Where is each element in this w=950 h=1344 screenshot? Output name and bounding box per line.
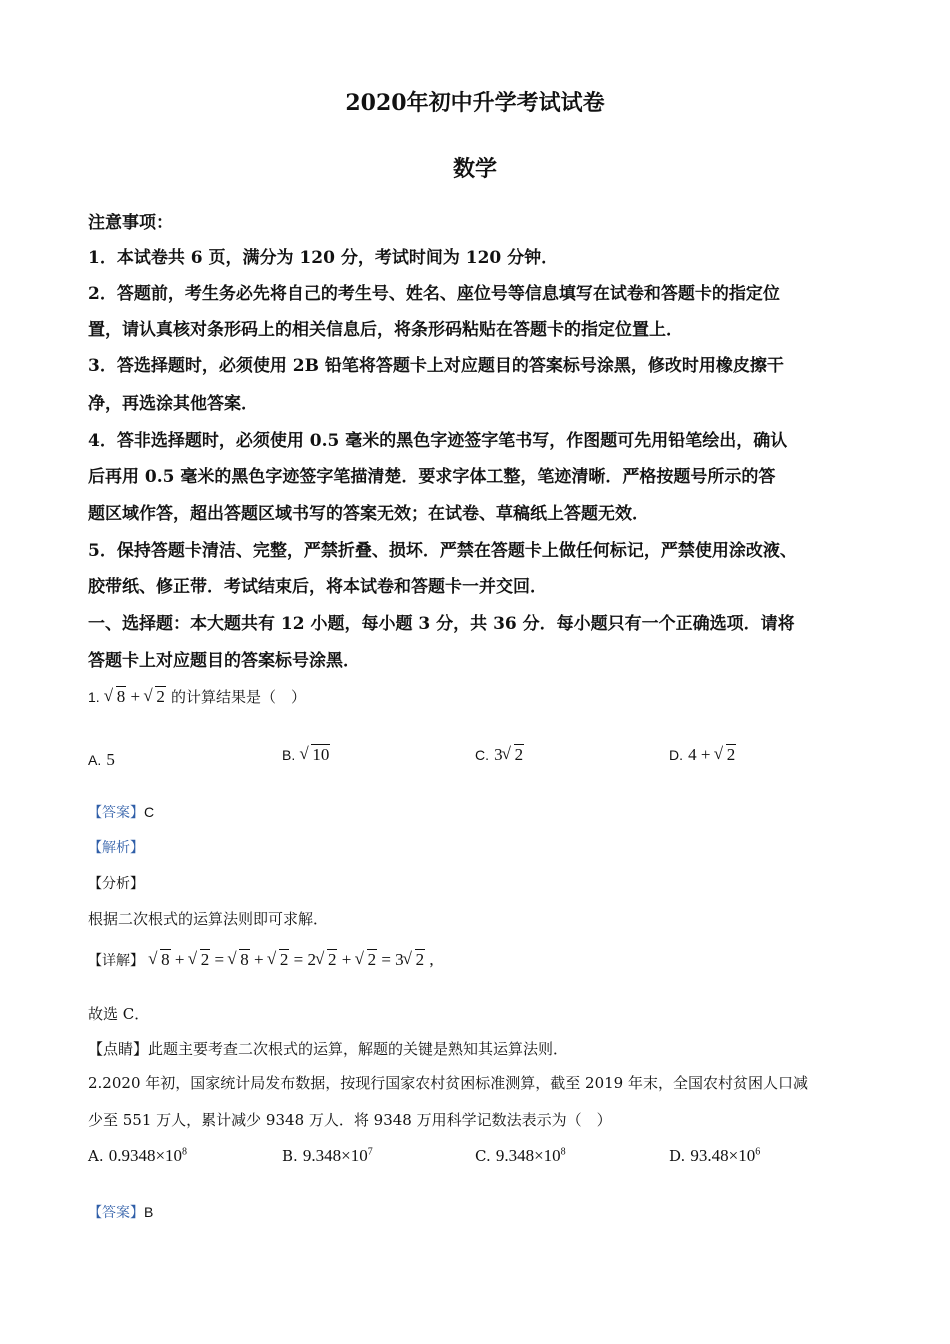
fenxi-text: 根据二次根式的运算法则即可求解． bbox=[88, 910, 329, 928]
mantissa: 93.48 bbox=[690, 1146, 729, 1165]
mantissa: 9.348 bbox=[302, 1146, 342, 1165]
exponent: 7 bbox=[367, 1146, 373, 1158]
section-heading-cont: 答题卡上对应题目的答案标号涂黑． bbox=[88, 651, 360, 671]
answer-tag: 【答案】 bbox=[88, 1204, 144, 1220]
option-label: B. bbox=[282, 747, 296, 763]
notice-line: 3．答选择题时，必须使用 2B 铅笔将答题卡上对应题目的答案标号涂黑，修改时用橡皮擦干 bbox=[88, 356, 784, 376]
mantissa: 9.348 bbox=[495, 1146, 535, 1165]
option-label: C. bbox=[475, 1147, 491, 1165]
comment-tag: 【点睛】 bbox=[88, 1040, 149, 1058]
comment-text: 此题主要考查二次根式的运算，解题的关键是熟知其运算法则． bbox=[148, 1040, 569, 1058]
question-number: 1. bbox=[88, 689, 100, 705]
notice-line: 置，请认真核对条形码上的相关信息后，将条形码粘贴在答题卡的指定位置上． bbox=[88, 320, 683, 340]
notice-line: 净，再选涂其他答案． bbox=[88, 394, 258, 414]
radicand: 8 bbox=[161, 950, 170, 969]
notice-heading: 注意事项： bbox=[88, 213, 173, 233]
conclusion: 故选 C． bbox=[88, 1005, 150, 1023]
radicand: 2 bbox=[726, 745, 736, 764]
notice-line: 4．答非选择题时，必须使用 0.5 毫米的黑色字迹签字笔书写，作图题可先用铅笔绘出，确认 bbox=[88, 431, 788, 451]
analysis-tag: 【解析】 bbox=[88, 839, 144, 855]
option-a[interactable] bbox=[88, 750, 115, 770]
notice-line: 2．答题前，考生务必先将自己的考生号、姓名、座位号等信息填写在试卷和答题卡的指定位 bbox=[88, 284, 780, 304]
coefficient: 3 bbox=[494, 745, 503, 764]
question-2-line2: 少至 551 万人，累计减少 9348 万人．将 9348 万用科学记数法表示为（ ） bbox=[88, 1111, 612, 1129]
notice-line: 胶带纸、修正带．考试结束后，将本试卷和答题卡一并交回． bbox=[88, 577, 547, 597]
option-c[interactable] bbox=[475, 745, 524, 765]
question-1 bbox=[88, 686, 306, 707]
option-label: C. bbox=[475, 747, 489, 763]
option-d[interactable]: D. $93.48\times 10^6$ bbox=[669, 1146, 761, 1165]
fenxi-tag: 【分析】 bbox=[88, 875, 144, 891]
exponent: 8 bbox=[560, 1146, 566, 1158]
subject-title: 数学 bbox=[452, 156, 497, 182]
prefix: 4 + bbox=[688, 745, 711, 764]
radicand: 2 bbox=[327, 950, 337, 969]
section-heading: 一、选择题：本大题共有 12 小题，每小题 3 分，共 36 分．每小题只有一个正确选项．请将 bbox=[88, 614, 795, 634]
option-a[interactable]: A. $0.9348\times 10^8$ bbox=[88, 1146, 188, 1165]
notice-line: 1．本试卷共 6 页，满分为 120 分，考试时间为 120 分钟． bbox=[88, 248, 559, 268]
answer-line bbox=[88, 802, 154, 822]
page-title: 2020年初中升学考试试卷 bbox=[345, 90, 605, 116]
radicand: 2 bbox=[279, 950, 289, 969]
answer-value: B bbox=[144, 1204, 154, 1220]
exponent: 6 bbox=[755, 1146, 761, 1158]
option-d[interactable] bbox=[669, 745, 736, 765]
radicand: 2 bbox=[514, 745, 524, 764]
radicand: 8 bbox=[116, 687, 126, 706]
radicand: 10 bbox=[312, 745, 330, 764]
option-label: A. bbox=[88, 1147, 104, 1165]
answer-tag: 【答案】 bbox=[88, 804, 144, 820]
question-stem: 的计算结果是（ ） bbox=[170, 688, 306, 706]
option-value: 5 bbox=[106, 750, 115, 769]
coefficient: 2 bbox=[307, 950, 316, 969]
detail-tag: 【详解】 bbox=[88, 952, 144, 968]
comment-line bbox=[88, 1038, 568, 1059]
answer-line bbox=[88, 1202, 153, 1222]
option-b[interactable]: B. $9.348\times 10^7$ bbox=[282, 1146, 373, 1165]
answer-value: C bbox=[144, 804, 155, 820]
notice-line: 后再用 0.5 毫米的黑色字迹签字笔描清楚．要求字体工整，笔迹清晰．严格按题号所示的答 bbox=[88, 467, 776, 487]
radicand: 2 bbox=[200, 950, 210, 969]
question-2-line1: 2.2020 年初，国家统计局发布数据，按现行国家农村贫困标准测算，截至 2019 年末，全国农村贫困人口减 bbox=[88, 1074, 808, 1092]
option-label: B. bbox=[282, 1147, 298, 1165]
mantissa: 0.9348 bbox=[108, 1146, 156, 1165]
option-c[interactable]: C. $9.348\times 10^8$ bbox=[475, 1146, 566, 1165]
detail-line: 【详解】 √ 8 + √ 2 = √ 8 + √ 2 = 2√ 2 + √ 2 = 3√ 2 , bbox=[88, 950, 434, 970]
notice-line: 题区域作答，超出答题区域书写的答案无效；在试卷、草稿纸上答题无效． bbox=[88, 504, 649, 524]
option-label: D. bbox=[669, 1147, 686, 1165]
radicand: 2 bbox=[156, 687, 165, 706]
operator: + bbox=[130, 687, 141, 706]
radicand: 2 bbox=[415, 950, 425, 969]
exponent: 8 bbox=[182, 1146, 188, 1158]
option-b[interactable] bbox=[282, 745, 330, 765]
notice-line: 5．保持答题卡清洁、完整，严禁折叠、损坏．严禁在答题卡上做任何标记，严禁使用涂改液、 bbox=[88, 541, 797, 561]
radicand: 2 bbox=[367, 950, 377, 969]
radicand: 8 bbox=[240, 950, 249, 969]
option-label: D. bbox=[669, 747, 683, 763]
coefficient: 3 bbox=[395, 950, 404, 969]
option-label: A. bbox=[88, 752, 102, 768]
